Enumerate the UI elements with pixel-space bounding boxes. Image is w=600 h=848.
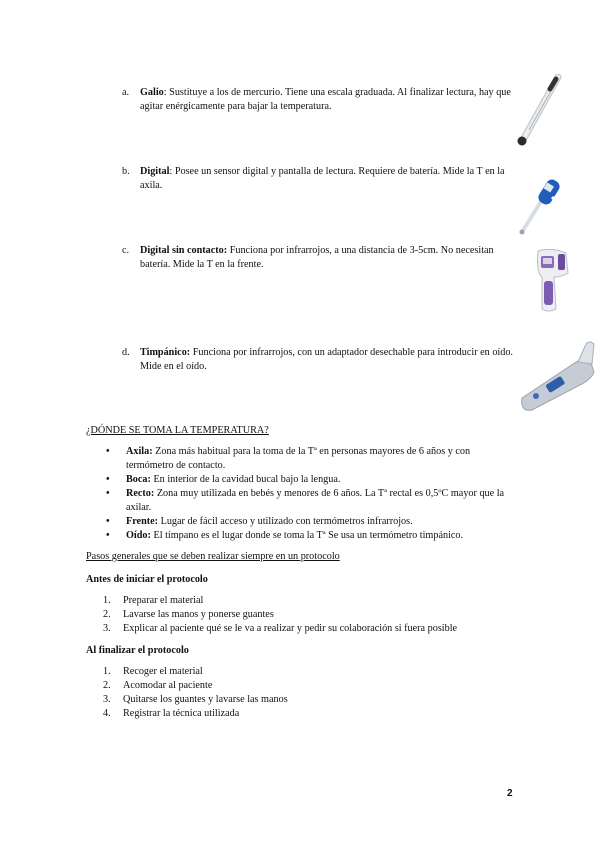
site-desc: En interior de la cavidad bucal bajo la lengua. bbox=[150, 474, 341, 485]
tympanic-thermometer-image bbox=[516, 338, 598, 414]
item-letter: c. bbox=[122, 245, 130, 256]
digital-thermometer-image bbox=[518, 176, 564, 236]
list-item bbox=[86, 445, 516, 473]
steps-heading: Pasos generales que se deben realizar siempre en un protocolo bbox=[86, 551, 340, 562]
item-text bbox=[140, 244, 516, 272]
site-desc: Zona más habitual para la toma de la Tª en personas mayores de 6 años y con termómetro de contacto. bbox=[126, 446, 471, 471]
site-name: Axila: bbox=[126, 446, 153, 457]
infrared-thermometer-image bbox=[532, 247, 572, 315]
item-text: Digital: Posee un sensor digital y pantalla de lectura. Requiere de batería. Mide la T en la axila. bbox=[140, 166, 505, 191]
list-item bbox=[86, 473, 516, 487]
list-item: 2. Acomodar al paciente bbox=[103, 680, 213, 691]
site-desc: El tímpano es el lugar donde se toma la Tª Se usa un termómetro timpánico. bbox=[150, 530, 464, 541]
list-item bbox=[86, 529, 516, 543]
list-item: 4. Registrar la técnica utilizada bbox=[103, 708, 240, 719]
list-item: 1. Recoger el material bbox=[103, 666, 203, 677]
list-item: 3. Explicar al paciente qué se le va a realizar y pedir su colaboración si fuera posible bbox=[103, 623, 458, 634]
before-protocol-title: Antes de iniciar el protocolo bbox=[86, 574, 208, 585]
list-item bbox=[86, 487, 516, 515]
galinstan-thermometer-image bbox=[516, 74, 562, 148]
site-desc: Lugar de fácil acceso y utilizado con termómetros infrarrojos. bbox=[158, 516, 413, 527]
item-name: Galio bbox=[140, 87, 164, 98]
list-item bbox=[86, 515, 516, 529]
site-name: Recto: bbox=[126, 488, 155, 499]
item-letter: d. bbox=[122, 347, 130, 358]
after-protocol-title: Al finalizar el protocolo bbox=[86, 645, 189, 656]
item-letter: a. bbox=[122, 87, 130, 98]
item-desc: Posee un sensor digital y pantalla de lectura. Requiere de batería. Mide la T en la axila. bbox=[140, 166, 505, 191]
item-name: Digital bbox=[140, 166, 170, 177]
item-letter: b. bbox=[122, 166, 130, 177]
item-text bbox=[140, 346, 516, 374]
item-text: Galio: Sustituye a los de mercurio. Tiene una escala graduada. Al finalizar lectura, hay que agitar enérgicamente para bajar la temperatura. bbox=[140, 87, 511, 112]
site-desc: Zona muy utilizada en bebés y menores de 6 años. La Tª rectal es 0,5ºC mayor que la axilar. bbox=[126, 488, 505, 513]
where-heading: ¿DÓNDE SE TOMA LA TEMPERATURA? bbox=[86, 425, 269, 436]
item-desc: Funciona por infrarrojos, a una distancia de 3-5cm. No necesitan batería. Mide la T en la frente. bbox=[140, 245, 494, 270]
item-desc: Funciona por infrarrojos, con un adaptador desechable para introducir en oído. Mide en el oído. bbox=[140, 347, 513, 372]
sites-list bbox=[86, 445, 516, 543]
page-number: 2 bbox=[507, 788, 513, 799]
site-name: Boca: bbox=[126, 474, 151, 485]
list-item: 1. Preparar el material bbox=[103, 595, 204, 606]
after-protocol-list bbox=[86, 665, 516, 721]
before-protocol-list bbox=[86, 594, 516, 636]
site-name: Frente: bbox=[126, 516, 159, 527]
list-item: 3. Quitarse los guantes y lavarse las manos bbox=[103, 694, 288, 705]
item-name: Digital sin contacto: bbox=[140, 245, 228, 256]
item-name: Timpánico: bbox=[140, 347, 191, 358]
list-item: 2. Lavarse las manos y ponerse guantes bbox=[103, 609, 274, 620]
item-desc: Sustituye a los de mercurio. Tiene una escala graduada. Al finalizar lectura, hay que agitar enérgicamente para bajar la temperatura. bbox=[140, 87, 511, 112]
site-name: Oído: bbox=[126, 530, 151, 541]
